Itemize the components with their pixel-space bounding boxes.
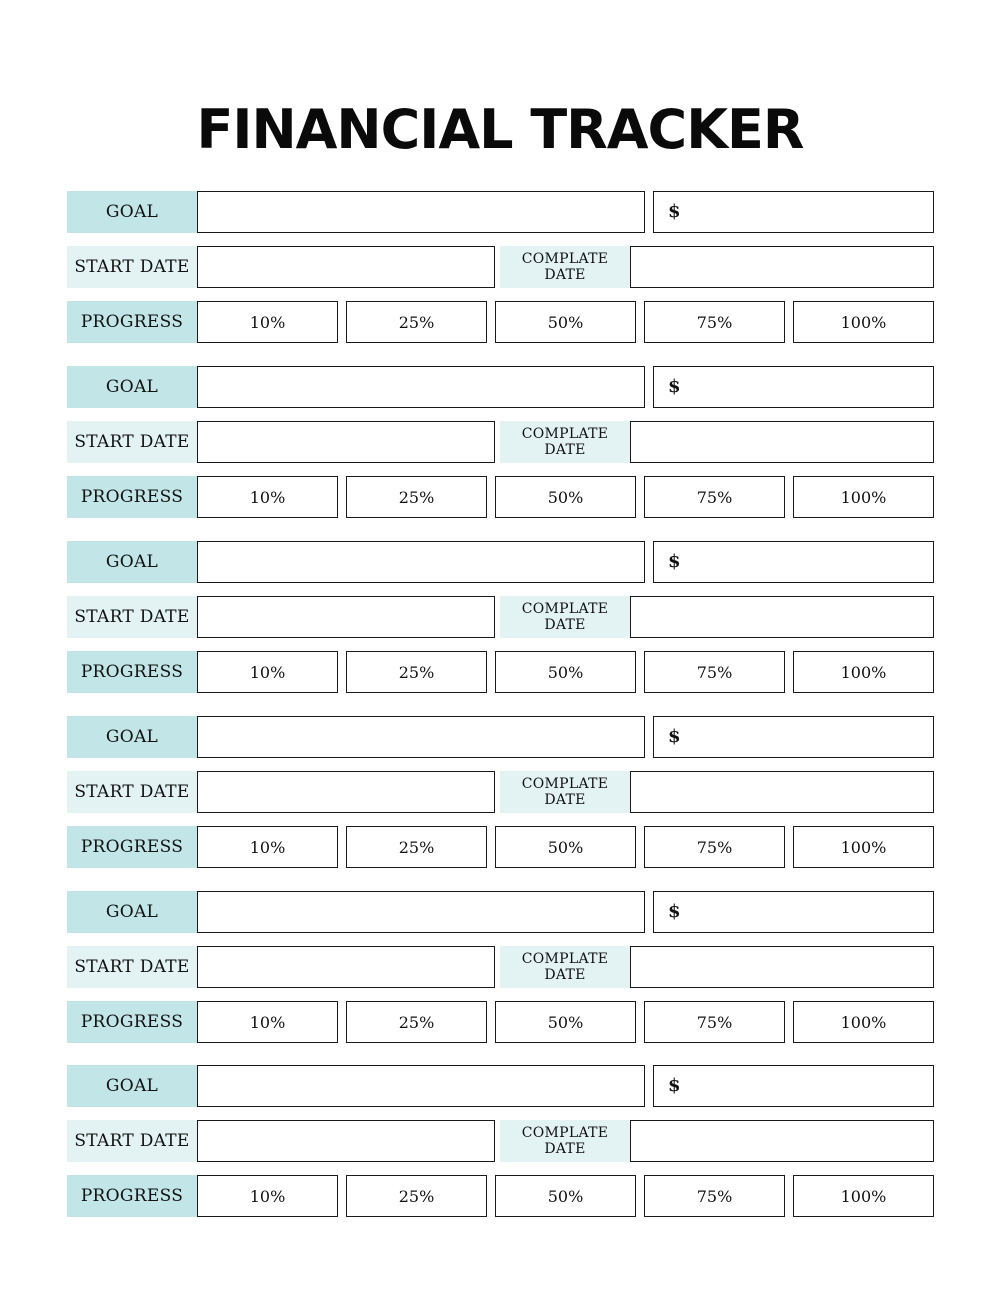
dollar-sign: $ bbox=[668, 551, 681, 572]
progress-box-0[interactable] bbox=[197, 476, 338, 518]
page-title: FINANCIAL TRACKER bbox=[196, 98, 804, 161]
start-date-input[interactable] bbox=[197, 771, 495, 813]
progress-step-label: 25% bbox=[398, 1186, 435, 1206]
progress-step-label: 10% bbox=[249, 487, 286, 507]
progress-step-label: 50% bbox=[547, 1012, 584, 1032]
progress-step-label: 10% bbox=[249, 662, 286, 682]
progress-step-label: 75% bbox=[696, 312, 733, 332]
progress-label: PROGRESS bbox=[67, 1175, 197, 1217]
goal-input[interactable] bbox=[197, 1065, 645, 1107]
progress-box-4[interactable] bbox=[793, 826, 934, 868]
goal-input[interactable] bbox=[197, 716, 645, 758]
amount-input[interactable] bbox=[653, 191, 934, 233]
progress-step-label: 100% bbox=[840, 487, 887, 507]
amount-input[interactable] bbox=[653, 716, 934, 758]
progress-step-label: 25% bbox=[398, 662, 435, 682]
goal-row bbox=[67, 191, 934, 233]
progress-box-2[interactable] bbox=[495, 826, 636, 868]
progress-box-1[interactable] bbox=[346, 476, 487, 518]
progress-box-4[interactable] bbox=[793, 301, 934, 343]
progress-box-1[interactable] bbox=[346, 1175, 487, 1217]
goal-label: GOAL bbox=[67, 1065, 197, 1107]
progress-step-label: 25% bbox=[398, 1012, 435, 1032]
progress-box-3[interactable] bbox=[644, 826, 785, 868]
amount-input[interactable] bbox=[653, 1065, 934, 1107]
progress-step-label: 10% bbox=[249, 1186, 286, 1206]
progress-step-label: 25% bbox=[398, 837, 435, 857]
progress-step-label: 10% bbox=[249, 837, 286, 857]
complete-date-label-line2: DATE bbox=[544, 267, 586, 283]
progress-box-2[interactable] bbox=[495, 1175, 636, 1217]
progress-row bbox=[67, 651, 934, 693]
progress-box-1[interactable] bbox=[346, 1001, 487, 1043]
complete-date-label bbox=[500, 946, 630, 988]
complete-date-input[interactable] bbox=[630, 771, 934, 813]
progress-step-label: 50% bbox=[547, 662, 584, 682]
complete-date-label-line1: COMPLATE bbox=[521, 426, 609, 442]
complete-date-input[interactable] bbox=[630, 596, 934, 638]
progress-step-label: 50% bbox=[547, 487, 584, 507]
progress-step-label: 75% bbox=[696, 1186, 733, 1206]
progress-box-3[interactable] bbox=[644, 1001, 785, 1043]
amount-input[interactable] bbox=[653, 366, 934, 408]
date-row bbox=[67, 246, 934, 288]
progress-step-label: 10% bbox=[249, 1012, 286, 1032]
complete-date-label bbox=[500, 596, 630, 638]
progress-label: PROGRESS bbox=[67, 826, 197, 868]
complete-date-label bbox=[500, 421, 630, 463]
complete-date-input[interactable] bbox=[630, 246, 934, 288]
progress-step-label: 50% bbox=[547, 312, 584, 332]
progress-row bbox=[67, 301, 934, 343]
start-date-label: START DATE bbox=[67, 421, 197, 463]
dollar-sign: $ bbox=[668, 376, 681, 397]
date-row bbox=[67, 946, 934, 988]
start-date-input[interactable] bbox=[197, 1120, 495, 1162]
start-date-label: START DATE bbox=[67, 246, 197, 288]
start-date-label: START DATE bbox=[67, 771, 197, 813]
start-date-input[interactable] bbox=[197, 946, 495, 988]
goal-input[interactable] bbox=[197, 541, 645, 583]
goal-label: GOAL bbox=[67, 541, 197, 583]
goal-block bbox=[67, 716, 934, 868]
progress-step-label: 50% bbox=[547, 837, 584, 857]
progress-row bbox=[67, 1175, 934, 1217]
progress-box-4[interactable] bbox=[793, 476, 934, 518]
progress-label: PROGRESS bbox=[67, 1001, 197, 1043]
goal-label: GOAL bbox=[67, 891, 197, 933]
progress-step-label: 25% bbox=[398, 312, 435, 332]
goal-row bbox=[67, 716, 934, 758]
progress-box-0[interactable] bbox=[197, 826, 338, 868]
progress-box-3[interactable] bbox=[644, 1175, 785, 1217]
complete-date-label-line1: COMPLATE bbox=[521, 1125, 609, 1141]
progress-step-label: 100% bbox=[840, 312, 887, 332]
start-date-label: START DATE bbox=[67, 596, 197, 638]
complete-date-label-line1: COMPLATE bbox=[521, 951, 609, 967]
complete-date-label-line2: DATE bbox=[544, 792, 586, 808]
progress-row bbox=[67, 476, 934, 518]
complete-date-input[interactable] bbox=[630, 421, 934, 463]
dollar-sign: $ bbox=[668, 726, 681, 747]
progress-box-3[interactable] bbox=[644, 301, 785, 343]
goal-row bbox=[67, 891, 934, 933]
progress-row bbox=[67, 826, 934, 868]
progress-box-1[interactable] bbox=[346, 301, 487, 343]
goal-label: GOAL bbox=[67, 716, 197, 758]
dollar-sign: $ bbox=[668, 1075, 681, 1096]
goal-row bbox=[67, 366, 934, 408]
progress-box-0[interactable] bbox=[197, 651, 338, 693]
amount-input[interactable] bbox=[653, 891, 934, 933]
progress-box-0[interactable] bbox=[197, 301, 338, 343]
start-date-input[interactable] bbox=[197, 596, 495, 638]
progress-step-label: 25% bbox=[398, 487, 435, 507]
goal-input[interactable] bbox=[197, 366, 645, 408]
progress-box-3[interactable] bbox=[644, 476, 785, 518]
goal-block bbox=[67, 366, 934, 518]
progress-step-label: 50% bbox=[547, 1186, 584, 1206]
complete-date-input[interactable] bbox=[630, 1120, 934, 1162]
progress-box-4[interactable] bbox=[793, 1001, 934, 1043]
progress-label: PROGRESS bbox=[67, 301, 197, 343]
progress-box-2[interactable] bbox=[495, 1001, 636, 1043]
goal-row bbox=[67, 1065, 934, 1107]
complete-date-label bbox=[500, 246, 630, 288]
goal-label: GOAL bbox=[67, 366, 197, 408]
amount-input[interactable] bbox=[653, 541, 934, 583]
progress-box-4[interactable] bbox=[793, 651, 934, 693]
complete-date-label bbox=[500, 771, 630, 813]
goal-input[interactable] bbox=[197, 191, 645, 233]
start-date-input[interactable] bbox=[197, 246, 495, 288]
goal-block bbox=[67, 891, 934, 1043]
progress-box-3[interactable] bbox=[644, 651, 785, 693]
complete-date-label-line2: DATE bbox=[544, 442, 586, 458]
start-date-input[interactable] bbox=[197, 421, 495, 463]
date-row bbox=[67, 1120, 934, 1162]
complete-date-label-line1: COMPLATE bbox=[521, 251, 609, 267]
progress-step-label: 100% bbox=[840, 1012, 887, 1032]
complete-date-label-line2: DATE bbox=[544, 617, 586, 633]
progress-step-label: 100% bbox=[840, 662, 887, 682]
goal-row bbox=[67, 541, 934, 583]
start-date-label: START DATE bbox=[67, 946, 197, 988]
date-row bbox=[67, 596, 934, 638]
dollar-sign: $ bbox=[668, 901, 681, 922]
progress-box-1[interactable] bbox=[346, 651, 487, 693]
progress-box-2[interactable] bbox=[495, 301, 636, 343]
progress-label: PROGRESS bbox=[67, 476, 197, 518]
progress-row bbox=[67, 1001, 934, 1043]
goal-label: GOAL bbox=[67, 191, 197, 233]
goal-block bbox=[67, 1065, 934, 1217]
goal-block bbox=[67, 191, 934, 343]
complete-date-label-line1: COMPLATE bbox=[521, 601, 609, 617]
progress-step-label: 75% bbox=[696, 837, 733, 857]
progress-box-4[interactable] bbox=[793, 1175, 934, 1217]
progress-step-label: 75% bbox=[696, 487, 733, 507]
dollar-sign: $ bbox=[668, 201, 681, 222]
progress-step-label: 75% bbox=[696, 1012, 733, 1032]
progress-step-label: 75% bbox=[696, 662, 733, 682]
progress-box-0[interactable] bbox=[197, 1175, 338, 1217]
progress-box-0[interactable] bbox=[197, 1001, 338, 1043]
date-row bbox=[67, 421, 934, 463]
progress-box-2[interactable] bbox=[495, 476, 636, 518]
progress-step-label: 100% bbox=[840, 1186, 887, 1206]
complete-date-label-line2: DATE bbox=[544, 967, 586, 983]
complete-date-label-line1: COMPLATE bbox=[521, 776, 609, 792]
progress-box-2[interactable] bbox=[495, 651, 636, 693]
complete-date-input[interactable] bbox=[630, 946, 934, 988]
date-row bbox=[67, 771, 934, 813]
complete-date-label bbox=[500, 1120, 630, 1162]
complete-date-label-line2: DATE bbox=[544, 1141, 586, 1157]
goal-input[interactable] bbox=[197, 891, 645, 933]
goal-block bbox=[67, 541, 934, 693]
start-date-label: START DATE bbox=[67, 1120, 197, 1162]
progress-box-1[interactable] bbox=[346, 826, 487, 868]
progress-step-label: 10% bbox=[249, 312, 286, 332]
progress-step-label: 100% bbox=[840, 837, 887, 857]
progress-label: PROGRESS bbox=[67, 651, 197, 693]
